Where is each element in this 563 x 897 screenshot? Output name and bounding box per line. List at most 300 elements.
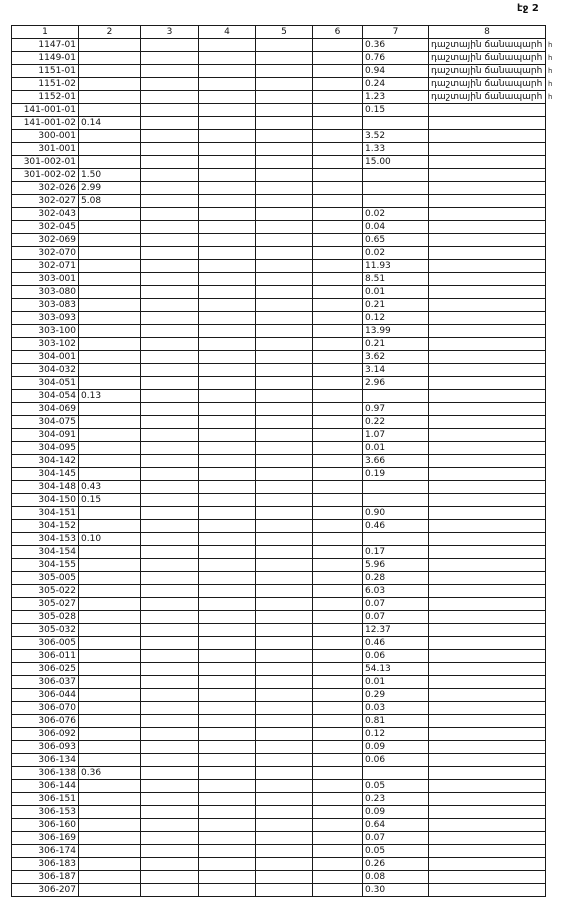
parcel-code-cell: 304-152	[12, 520, 79, 533]
col6-cell	[313, 598, 363, 611]
col3-cell	[141, 754, 199, 767]
col6-cell	[313, 507, 363, 520]
col5-cell	[256, 507, 313, 520]
parcel-code-cell: 304-032	[12, 364, 79, 377]
area-value-cell: 3.62	[363, 351, 429, 364]
col3-cell	[141, 806, 199, 819]
col3-cell	[141, 247, 199, 260]
col4-cell	[199, 52, 256, 65]
area-value-cell: 1.07	[363, 429, 429, 442]
parcel-code-cell: 304-148	[12, 481, 79, 494]
col2-value-cell	[79, 273, 141, 286]
table-row	[12, 221, 546, 234]
col4-cell	[199, 520, 256, 533]
table-row	[12, 819, 546, 832]
table-row	[12, 728, 546, 741]
col2-value-cell	[79, 611, 141, 624]
col6-cell	[313, 416, 363, 429]
col6-cell	[313, 403, 363, 416]
land-type-cell	[429, 169, 546, 182]
col2-value-cell	[79, 312, 141, 325]
area-value-cell: 0.46	[363, 520, 429, 533]
table-row	[12, 715, 546, 728]
area-value-cell	[363, 494, 429, 507]
table-row	[12, 481, 546, 494]
table-row	[12, 52, 546, 65]
area-value-cell	[363, 481, 429, 494]
land-type-cell	[429, 650, 546, 663]
land-type-cell	[429, 312, 546, 325]
col2-value-cell	[79, 728, 141, 741]
col5-cell	[256, 286, 313, 299]
land-type-cell	[429, 884, 546, 897]
col4-cell	[199, 546, 256, 559]
col3-cell	[141, 689, 199, 702]
col4-cell	[199, 338, 256, 351]
col6-cell	[313, 208, 363, 221]
table-row	[12, 663, 546, 676]
col5-cell	[256, 156, 313, 169]
col5-cell	[256, 260, 313, 273]
parcel-code-cell: 304-145	[12, 468, 79, 481]
parcel-code-cell: 300-001	[12, 130, 79, 143]
parcel-code-cell: 1152-01	[12, 91, 79, 104]
col5-cell	[256, 637, 313, 650]
col6-cell	[313, 104, 363, 117]
col5-cell	[256, 598, 313, 611]
land-type-cell	[429, 481, 546, 494]
land-type-cell	[429, 143, 546, 156]
col5-cell	[256, 689, 313, 702]
col3-cell	[141, 338, 199, 351]
col5-cell	[256, 559, 313, 572]
table-row	[12, 702, 546, 715]
parcel-code-cell: 304-154	[12, 546, 79, 559]
area-value-cell: 0.04	[363, 221, 429, 234]
col4-cell	[199, 572, 256, 585]
land-type-cell: դաշտային ճանապարհ	[429, 39, 546, 52]
table-row	[12, 806, 546, 819]
col6-cell	[313, 559, 363, 572]
col5-cell	[256, 702, 313, 715]
table-row	[12, 858, 546, 871]
col6-cell	[313, 468, 363, 481]
area-value-cell	[363, 533, 429, 546]
col6-cell	[313, 546, 363, 559]
table-row	[12, 520, 546, 533]
col2-value-cell	[79, 234, 141, 247]
col2-value-cell	[79, 325, 141, 338]
table-row	[12, 767, 546, 780]
parcel-code-cell: 303-102	[12, 338, 79, 351]
land-type-cell	[429, 325, 546, 338]
parcel-code-cell: 1147-01	[12, 39, 79, 52]
table-row	[12, 208, 546, 221]
col6-cell	[313, 182, 363, 195]
col4-cell	[199, 169, 256, 182]
col2-value-cell: 0.36	[79, 767, 141, 780]
col4-cell	[199, 91, 256, 104]
col6-cell	[313, 754, 363, 767]
parcel-code-cell: 304-075	[12, 416, 79, 429]
land-type-cell	[429, 429, 546, 442]
area-value-cell: 0.19	[363, 468, 429, 481]
table-row	[12, 195, 546, 208]
land-type-cell	[429, 455, 546, 468]
col3-cell	[141, 715, 199, 728]
column-header: 8	[429, 26, 546, 39]
parcel-code-cell: 304-142	[12, 455, 79, 468]
area-value-cell: 0.76	[363, 52, 429, 65]
col4-cell	[199, 676, 256, 689]
table-row	[12, 559, 546, 572]
table-row	[12, 273, 546, 286]
table-row	[12, 455, 546, 468]
col5-cell	[256, 312, 313, 325]
table-row	[12, 182, 546, 195]
col4-cell	[199, 442, 256, 455]
land-type-cell	[429, 845, 546, 858]
area-value-cell: 0.26	[363, 858, 429, 871]
col3-cell	[141, 767, 199, 780]
land-type-cell	[429, 286, 546, 299]
col6-cell	[313, 429, 363, 442]
col6-cell	[313, 65, 363, 78]
column-header: 1	[12, 26, 79, 39]
col5-cell	[256, 533, 313, 546]
parcel-code-cell: 302-026	[12, 182, 79, 195]
col4-cell	[199, 312, 256, 325]
col4-cell	[199, 845, 256, 858]
table-row	[12, 338, 546, 351]
table-row	[12, 832, 546, 845]
land-type-cell	[429, 572, 546, 585]
col2-value-cell	[79, 260, 141, 273]
table-row	[12, 156, 546, 169]
col4-cell	[199, 455, 256, 468]
col2-value-cell	[79, 702, 141, 715]
parcel-code-cell: 306-160	[12, 819, 79, 832]
col2-value-cell	[79, 130, 141, 143]
col4-cell	[199, 507, 256, 520]
col6-cell	[313, 819, 363, 832]
col3-cell	[141, 78, 199, 91]
col4-cell	[199, 377, 256, 390]
col6-cell	[313, 715, 363, 728]
col5-cell	[256, 169, 313, 182]
land-type-cell	[429, 689, 546, 702]
col5-cell	[256, 715, 313, 728]
parcel-code-cell: 302-043	[12, 208, 79, 221]
col5-cell	[256, 546, 313, 559]
col3-cell	[141, 208, 199, 221]
table-row	[12, 624, 546, 637]
land-type-cell	[429, 715, 546, 728]
col3-cell	[141, 403, 199, 416]
area-value-cell: 0.65	[363, 234, 429, 247]
col2-value-cell	[79, 780, 141, 793]
col4-cell	[199, 351, 256, 364]
parcel-code-cell: 306-005	[12, 637, 79, 650]
land-type-cell	[429, 741, 546, 754]
col3-cell	[141, 546, 199, 559]
parcel-code-cell: 306-134	[12, 754, 79, 767]
col4-cell	[199, 598, 256, 611]
table-row	[12, 91, 546, 104]
col3-cell	[141, 611, 199, 624]
col4-cell	[199, 806, 256, 819]
col2-value-cell	[79, 572, 141, 585]
land-type-cell	[429, 832, 546, 845]
parcel-code-cell: 306-044	[12, 689, 79, 702]
col5-cell	[256, 195, 313, 208]
col6-cell	[313, 624, 363, 637]
col4-cell	[199, 182, 256, 195]
col6-cell	[313, 780, 363, 793]
land-type-cell	[429, 234, 546, 247]
col2-value-cell	[79, 364, 141, 377]
col6-cell	[313, 884, 363, 897]
col4-cell	[199, 208, 256, 221]
col4-cell	[199, 273, 256, 286]
table-row	[12, 39, 546, 52]
col6-cell	[313, 676, 363, 689]
col5-cell	[256, 624, 313, 637]
col5-cell	[256, 403, 313, 416]
col3-cell	[141, 598, 199, 611]
col4-cell	[199, 819, 256, 832]
col3-cell	[141, 390, 199, 403]
col4-cell	[199, 260, 256, 273]
parcel-code-cell: 301-001	[12, 143, 79, 156]
col2-value-cell	[79, 832, 141, 845]
col5-cell	[256, 234, 313, 247]
col4-cell	[199, 858, 256, 871]
table-row	[12, 546, 546, 559]
col2-value-cell	[79, 858, 141, 871]
col4-cell	[199, 780, 256, 793]
col3-cell	[141, 845, 199, 858]
col2-value-cell	[79, 416, 141, 429]
area-value-cell: 0.28	[363, 572, 429, 585]
land-type-cell	[429, 533, 546, 546]
col6-cell	[313, 793, 363, 806]
area-value-cell: 0.90	[363, 507, 429, 520]
parcel-code-cell: 304-091	[12, 429, 79, 442]
col5-cell	[256, 819, 313, 832]
col5-cell	[256, 767, 313, 780]
table-row	[12, 377, 546, 390]
table-row	[12, 468, 546, 481]
parcel-code-cell: 304-054	[12, 390, 79, 403]
area-value-cell: 0.36	[363, 39, 429, 52]
area-value-cell: 0.02	[363, 208, 429, 221]
col2-value-cell	[79, 663, 141, 676]
land-type-cell	[429, 208, 546, 221]
area-value-cell: 15.00	[363, 156, 429, 169]
col6-cell	[313, 338, 363, 351]
col3-cell	[141, 624, 199, 637]
col6-cell	[313, 533, 363, 546]
col2-value-cell	[79, 221, 141, 234]
table-row	[12, 130, 546, 143]
land-type-cell	[429, 559, 546, 572]
area-value-cell: 0.64	[363, 819, 429, 832]
land-type-cell	[429, 273, 546, 286]
parcel-code-cell: 303-083	[12, 299, 79, 312]
col2-value-cell: 1.50	[79, 169, 141, 182]
col3-cell	[141, 52, 199, 65]
land-type-cell	[429, 104, 546, 117]
table-row	[12, 611, 546, 624]
area-value-cell: 13.99	[363, 325, 429, 338]
col5-cell	[256, 39, 313, 52]
col2-value-cell	[79, 689, 141, 702]
col6-cell	[313, 247, 363, 260]
col2-value-cell	[79, 429, 141, 442]
col2-value-cell: 0.43	[79, 481, 141, 494]
land-type-cell	[429, 442, 546, 455]
col6-cell	[313, 286, 363, 299]
col6-cell	[313, 442, 363, 455]
parcel-code-cell: 306-070	[12, 702, 79, 715]
parcel-code-cell: 1151-01	[12, 65, 79, 78]
col5-cell	[256, 65, 313, 78]
area-value-cell: 0.21	[363, 299, 429, 312]
land-type-cell	[429, 390, 546, 403]
col5-cell	[256, 130, 313, 143]
parcel-code-cell: 303-001	[12, 273, 79, 286]
table-row	[12, 104, 546, 117]
col6-cell	[313, 299, 363, 312]
land-type-cell	[429, 364, 546, 377]
area-value-cell: 0.15	[363, 104, 429, 117]
col3-cell	[141, 572, 199, 585]
table-header-row	[12, 26, 546, 39]
col6-cell	[313, 663, 363, 676]
col2-value-cell	[79, 156, 141, 169]
col2-value-cell: 0.10	[79, 533, 141, 546]
col4-cell	[199, 884, 256, 897]
area-value-cell: 8.51	[363, 273, 429, 286]
land-type-cell	[429, 806, 546, 819]
col6-cell	[313, 650, 363, 663]
col5-cell	[256, 208, 313, 221]
col4-cell	[199, 624, 256, 637]
table-row	[12, 403, 546, 416]
land-type-cell	[429, 221, 546, 234]
area-value-cell: 12.37	[363, 624, 429, 637]
land-type-cell: դաշտային ճանապարհ	[429, 78, 546, 91]
area-value-cell: 0.29	[363, 689, 429, 702]
col6-cell	[313, 273, 363, 286]
col5-cell	[256, 793, 313, 806]
col2-value-cell	[79, 468, 141, 481]
table-row	[12, 676, 546, 689]
area-value-cell: 0.24	[363, 78, 429, 91]
parcel-code-cell: 141-001-02	[12, 117, 79, 130]
land-type-cell	[429, 637, 546, 650]
col4-cell	[199, 663, 256, 676]
col3-cell	[141, 702, 199, 715]
parcel-code-cell: 306-092	[12, 728, 79, 741]
col3-cell	[141, 260, 199, 273]
col3-cell	[141, 858, 199, 871]
col3-cell	[141, 741, 199, 754]
col4-cell	[199, 585, 256, 598]
col5-cell	[256, 338, 313, 351]
area-value-cell: 0.05	[363, 780, 429, 793]
table-row	[12, 169, 546, 182]
col4-cell	[199, 299, 256, 312]
table-row	[12, 78, 546, 91]
area-value-cell: 0.46	[363, 637, 429, 650]
area-value-cell: 0.03	[363, 702, 429, 715]
parcel-code-cell: 303-080	[12, 286, 79, 299]
col2-value-cell: 0.14	[79, 117, 141, 130]
area-value-cell: 0.02	[363, 247, 429, 260]
col3-cell	[141, 637, 199, 650]
table-body	[12, 39, 546, 897]
land-type-cell	[429, 858, 546, 871]
table-row	[12, 429, 546, 442]
col3-cell	[141, 312, 199, 325]
column-header: 2	[79, 26, 141, 39]
area-value-cell: 0.06	[363, 650, 429, 663]
col5-cell	[256, 663, 313, 676]
area-value-cell: 1.33	[363, 143, 429, 156]
area-value-cell: 6.03	[363, 585, 429, 598]
area-value-cell	[363, 169, 429, 182]
area-value-cell: 0.12	[363, 312, 429, 325]
land-type-cell	[429, 663, 546, 676]
col3-cell	[141, 286, 199, 299]
parcel-code-cell: 1151-02	[12, 78, 79, 91]
col6-cell	[313, 260, 363, 273]
col5-cell	[256, 364, 313, 377]
parcel-code-cell: 304-001	[12, 351, 79, 364]
col3-cell	[141, 156, 199, 169]
land-type-cell	[429, 520, 546, 533]
land-type-cell	[429, 754, 546, 767]
area-value-cell: 2.96	[363, 377, 429, 390]
margin-mark: հ	[548, 54, 553, 62]
col6-cell	[313, 637, 363, 650]
table-row	[12, 247, 546, 260]
col4-cell	[199, 468, 256, 481]
table-row	[12, 598, 546, 611]
parcel-code-cell: 304-095	[12, 442, 79, 455]
land-type-cell	[429, 416, 546, 429]
col3-cell	[141, 663, 199, 676]
land-type-cell	[429, 702, 546, 715]
col3-cell	[141, 442, 199, 455]
col2-value-cell	[79, 78, 141, 91]
land-type-cell	[429, 247, 546, 260]
col6-cell	[313, 156, 363, 169]
col5-cell	[256, 741, 313, 754]
col3-cell	[141, 169, 199, 182]
table-row	[12, 494, 546, 507]
area-value-cell: 0.12	[363, 728, 429, 741]
col5-cell	[256, 52, 313, 65]
col4-cell	[199, 767, 256, 780]
col6-cell	[313, 858, 363, 871]
col5-cell	[256, 481, 313, 494]
land-type-cell	[429, 546, 546, 559]
col5-cell	[256, 416, 313, 429]
land-type-cell	[429, 728, 546, 741]
